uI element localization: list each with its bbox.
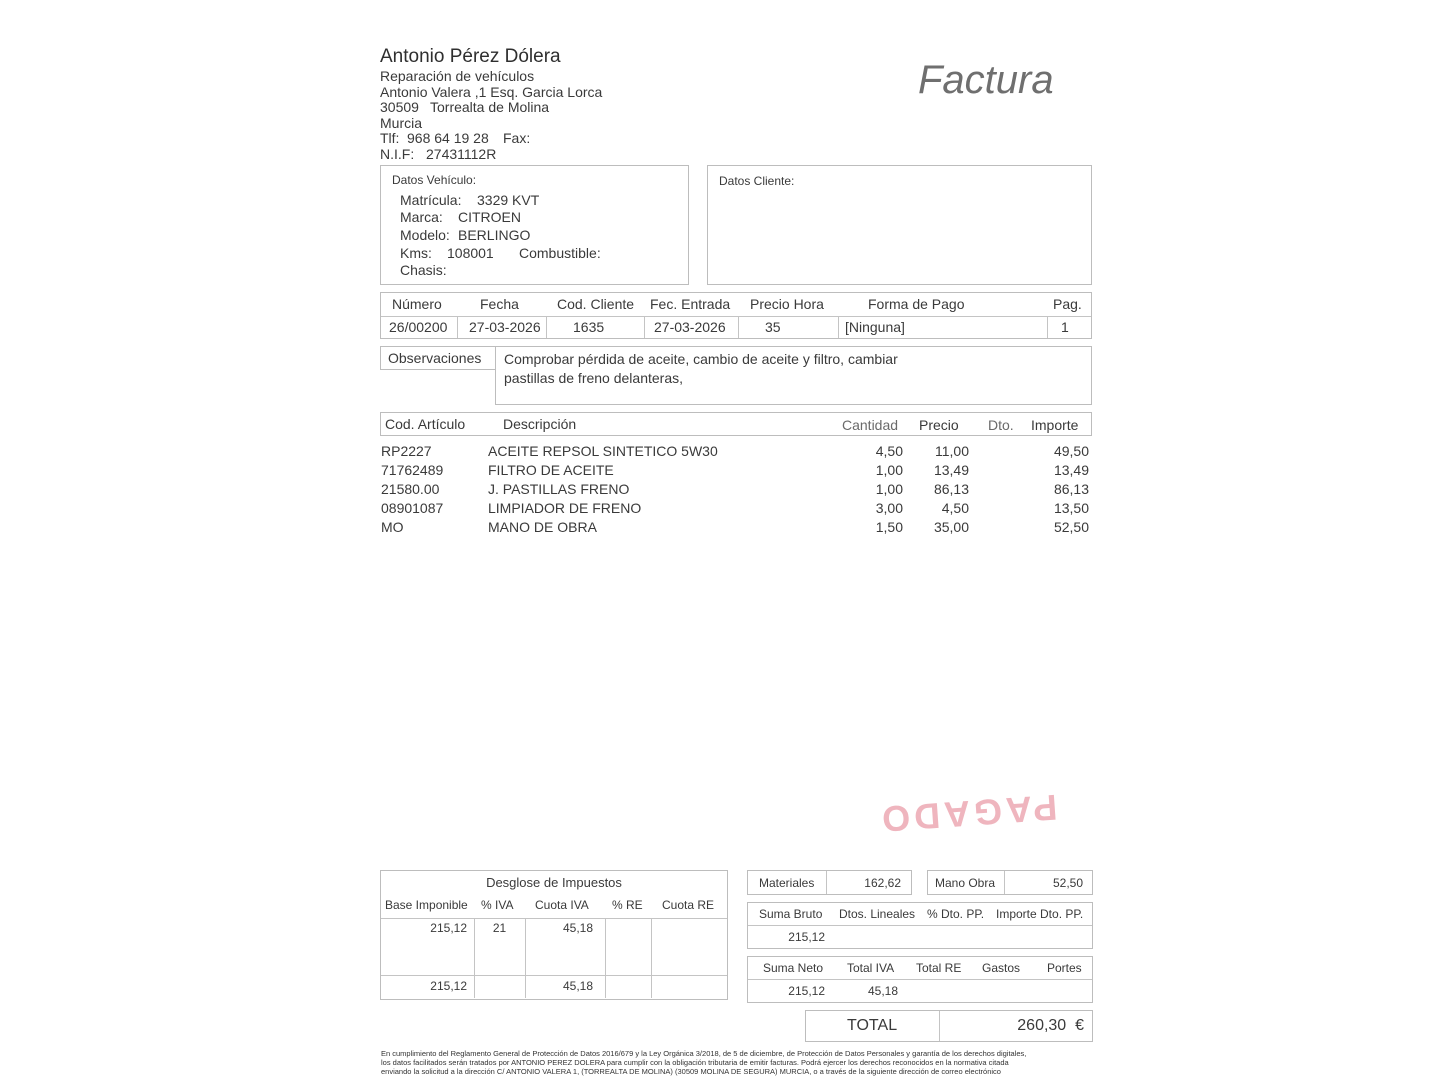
tax-title: Desglose de Impuestos xyxy=(486,875,622,890)
list-item xyxy=(0,500,1440,518)
legal-line-2: los datos facilitados serán tratados por ANTONIO PEREZ DOLERA para cumplir con la obligación tributaria de emitir facturas. Podrá ejercer los derechos reconocidos en la normativa citada xyxy=(381,1058,1009,1067)
item-code: 21580.00 xyxy=(381,481,440,497)
col-code: Cod. Artículo xyxy=(385,416,466,432)
model-label: Modelo: xyxy=(400,227,450,243)
entry-date: 27-03-2026 xyxy=(654,319,726,335)
phone-label: Tlf: xyxy=(380,130,400,146)
tax-col-base: Base Imponible xyxy=(385,898,468,912)
gross-col-pp-discount: % Dto. PP. xyxy=(927,907,985,921)
tax-col-iva: % IVA xyxy=(481,898,514,912)
hour-price: 35 xyxy=(765,319,781,335)
client-box xyxy=(707,165,1092,285)
header-label-page: Pag. xyxy=(1053,296,1082,312)
payment-method: [Ninguna] xyxy=(845,319,905,335)
vehicle-heading: Datos Vehículo: xyxy=(392,173,477,187)
net-col-expenses: Gastos xyxy=(982,961,1021,975)
item-amount: 49,50 xyxy=(1053,443,1089,459)
materials-value: 162,62 xyxy=(864,876,901,890)
total-box xyxy=(805,1010,1093,1042)
col-amount: Importe xyxy=(1031,417,1079,433)
item-price: 86,13 xyxy=(933,481,969,497)
page-number: 1 xyxy=(1061,319,1069,335)
company-address: Antonio Valera ,1 Esq. Garcia Lorca xyxy=(380,84,603,100)
item-description: FILTRO DE ACEITE xyxy=(488,462,614,478)
item-code: 71762489 xyxy=(381,462,444,478)
col-discount: Dto. xyxy=(988,417,1014,433)
item-quantity: 1,50 xyxy=(875,519,903,535)
list-item xyxy=(0,481,1440,499)
gross-col-pp-amount: Importe Dto. PP. xyxy=(996,907,1084,921)
tax-col-re: % RE xyxy=(612,898,643,912)
item-price: 35,00 xyxy=(933,519,969,535)
item-amount: 13,50 xyxy=(1053,500,1089,516)
tax-total-base: 215,12 xyxy=(430,979,467,993)
kms-label: Kms: xyxy=(400,245,432,261)
nif-label: N.I.F: xyxy=(380,146,415,162)
vehicle-box xyxy=(380,165,689,285)
tax-base: 215,12 xyxy=(430,921,467,935)
tax-cuota-iva: 45,18 xyxy=(562,921,593,935)
client-heading: Datos Cliente: xyxy=(719,174,795,188)
item-price: 13,49 xyxy=(933,462,969,478)
total-label: TOTAL xyxy=(847,1017,898,1034)
item-amount: 86,13 xyxy=(1053,481,1089,497)
labor-box xyxy=(927,870,1093,895)
company-name: Antonio Pérez Dólera xyxy=(380,46,561,67)
col-price: Precio xyxy=(919,417,959,433)
header-label-hour-price: Precio Hora xyxy=(750,296,824,312)
item-quantity: 1,00 xyxy=(875,462,903,478)
list-item xyxy=(0,443,1440,461)
col-quantity: Cantidad xyxy=(842,417,899,433)
list-item xyxy=(0,519,1440,537)
observations-label: Observaciones xyxy=(388,350,482,366)
item-description: MANO DE OBRA xyxy=(488,519,597,535)
item-description: ACEITE REPSOL SINTETICO 5W30 xyxy=(488,443,718,459)
tax-total-cuota-iva: 45,18 xyxy=(562,979,593,993)
item-description: J. PASTILLAS FRENO xyxy=(488,481,630,497)
kms-value: 108001 xyxy=(447,245,494,261)
materials-box xyxy=(747,870,912,895)
gross-col-sum: Suma Bruto xyxy=(759,907,823,921)
list-item xyxy=(0,462,1440,480)
legal-line-1: En cumplimiento del Reglamento General de Protección de Datos 2016/679 y la Ley Orgánica 3/2018, de 5 de diciembre, de Protección de Datos Personales y garantía de los derechos digitales, xyxy=(381,1049,1027,1058)
net-col-sum: Suma Neto xyxy=(763,961,824,975)
tax-col-cuota-iva: Cuota IVA xyxy=(535,898,589,912)
gross-value: 215,12 xyxy=(788,930,825,944)
document-title: Factura xyxy=(918,58,1054,102)
invoice-date: 27-03-2026 xyxy=(469,319,541,335)
item-amount: 13,49 xyxy=(1053,462,1089,478)
items-header xyxy=(380,412,1092,436)
total-value: 260,30 € xyxy=(1017,1017,1084,1034)
item-quantity: 1,00 xyxy=(875,481,903,497)
net-col-shipping: Portes xyxy=(1047,961,1082,975)
header-label-entry-date: Fec. Entrada xyxy=(650,296,731,312)
header-label-date: Fecha xyxy=(480,296,519,312)
tax-col-cuota-re: Cuota RE xyxy=(662,898,715,912)
item-description: LIMPIADOR DE FRENO xyxy=(488,500,642,516)
invoice-header-table xyxy=(380,292,1092,339)
net-total-iva: 45,18 xyxy=(867,984,898,998)
materials-label: Materiales xyxy=(759,876,815,890)
model-value: BERLINGO xyxy=(458,227,531,243)
item-quantity: 3,00 xyxy=(875,500,903,516)
item-code: 08901087 xyxy=(381,500,444,516)
net-value: 215,12 xyxy=(788,984,825,998)
company-city: Torrealta de Molina xyxy=(430,99,550,115)
phone-value: 968 64 19 28 xyxy=(407,130,489,146)
legal-line-3: enviando la solicitud a la dirección C/ ANTONIO VALERA 1, (TORREALTA DE MOLINA) (30509 MOLINA DE SEGURA) MURCIA, o a través de la siguiente dirección de correo electrónico xyxy=(381,1067,1001,1076)
gross-box xyxy=(747,902,1093,949)
brand-label: Marca: xyxy=(400,209,443,225)
item-price: 4,50 xyxy=(941,500,969,516)
client-code: 1635 xyxy=(573,319,605,335)
observations-label-box xyxy=(380,346,496,370)
gross-col-line-discounts: Dtos. Lineales xyxy=(839,907,916,921)
brand-value: CITROEN xyxy=(458,209,521,225)
company-postal-code: 30509 xyxy=(380,99,419,115)
item-amount: 52,50 xyxy=(1053,519,1089,535)
company-activity: Reparación de vehículos xyxy=(380,68,535,84)
item-price: 11,00 xyxy=(935,443,969,459)
invoice-number: 26/00200 xyxy=(389,319,448,335)
header-label-number: Número xyxy=(392,296,442,312)
header-label-payment: Forma de Pago xyxy=(868,296,965,312)
header-label-client-code: Cod. Cliente xyxy=(557,296,635,312)
observations-line-2: pastillas de freno delanteras, xyxy=(504,370,683,386)
company-province: Murcia xyxy=(380,115,423,131)
fuel-label: Combustible: xyxy=(519,245,601,261)
observations-box xyxy=(495,346,1092,405)
col-description: Descripción xyxy=(503,416,577,432)
net-box xyxy=(747,956,1093,1003)
chassis-label: Chasis: xyxy=(400,262,447,278)
paid-stamp: PAGADO xyxy=(876,786,1059,841)
plate-value: 3329 KVT xyxy=(477,192,540,208)
labor-label: Mano Obra xyxy=(935,876,996,890)
labor-value: 52,50 xyxy=(1052,876,1083,890)
item-code: MO xyxy=(381,519,404,535)
observations-line-1: Comprobar pérdida de aceite, cambio de aceite y filtro, cambiar xyxy=(504,351,898,367)
item-code: RP2227 xyxy=(381,443,432,459)
tax-breakdown-box xyxy=(380,870,728,1000)
plate-label: Matrícula: xyxy=(400,192,462,208)
nif-value: 27431112R xyxy=(426,146,497,162)
net-col-total-re: Total RE xyxy=(916,961,962,975)
net-col-total-iva: Total IVA xyxy=(847,961,895,975)
fax-label: Fax: xyxy=(503,130,531,146)
item-quantity: 4,50 xyxy=(875,443,903,459)
tax-iva: 21 xyxy=(492,921,507,935)
